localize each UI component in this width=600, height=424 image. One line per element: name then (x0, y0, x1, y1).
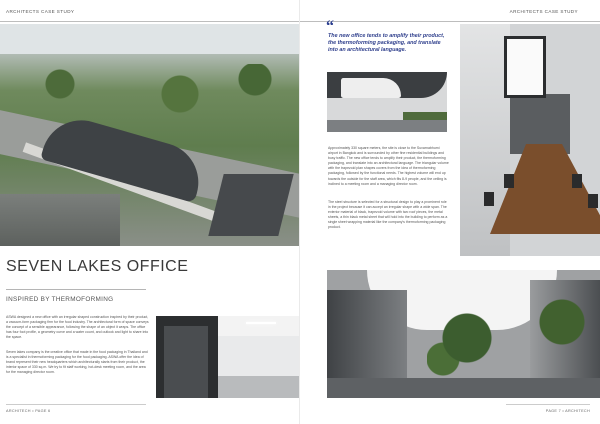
right-page (300, 0, 600, 424)
body-paragraph-1: ASWA designed a new office with an irregular shaped construction inspired by their product, a vacuum-form packaging firm for the food industry. The architectural form of space conveys the concept of a sensible appearance, following the shape of an object it wraps. The office has four foot profile, a geometry curve and a water count, and outlook and light to share into the space. (6, 315, 149, 340)
courtyard-garden-photo (327, 270, 600, 398)
body-paragraph-2: Seven lakes company is the creative office that made in the food packaging in Thailand and is a specialist in thermoforming packaging for the food packaging. ASWA offer the idea of brand represent their new headquarters which architecturally starts from their product, the interior space of 330 sq.m. We try to fit staff working, hot-desk meeting room, and the area for the managing director room. (6, 350, 148, 375)
footer-rule-left (6, 404, 146, 405)
quote-mark-icon: “ (326, 18, 334, 35)
title-rule (6, 289, 146, 290)
section-header-left: ARCHITECTS CASE STUDY (6, 9, 75, 14)
office-interior-photo (156, 316, 300, 398)
meeting-room-photo (460, 24, 600, 256)
article-title: SEVEN LAKES OFFICE (6, 258, 189, 275)
pull-quote: The new office tends to amplify their product, the thermoforming packaging, and translate into an architectural language. (328, 33, 445, 53)
section-header-right: ARCHITECTS CASE STUDY (509, 9, 578, 14)
entrance-canopy-photo (327, 72, 447, 132)
footer-right: PAGE 7 • ARCHITECH (545, 409, 590, 413)
body-paragraph-3: Approximately 330 square meters, the site is close to the Suvarnabhumi airport in Bangkok and is surrounded by other fine residential buildings and busy traffic. The new office tends to amplify their product, the thermoforming packaging, and translate into an architectural language. The triangular volume with the trapezoid plan shapes covers from the idea of thermoforming packaging, followed by the functional needs. The highest volume will end up towards the outside for the staff area, which fits 8-9 people, and the ceiling is inclined to a meeting room and a managing director room. (328, 146, 449, 186)
footer-left: ARCHITECH • PAGE 6 (6, 409, 51, 413)
article-subtitle: INSPIRED BY THERMOFORMING (6, 296, 114, 303)
header-rule-left (0, 21, 300, 22)
header-rule-right (300, 21, 600, 22)
aerial-view-photo (0, 24, 300, 246)
body-paragraph-4: The steel structure is selected for a structural design to play a prominent role in the project because it can accept an irregular shape with a wide span. The exterior material of black, trapezoid volume with two roof pieces, the metal sheets, a thin black metal sheet that will hold into the building to perform as a single sheet wrapping material like the company's thermoforming packaging product. (328, 200, 448, 230)
footer-rule-right (506, 404, 590, 405)
